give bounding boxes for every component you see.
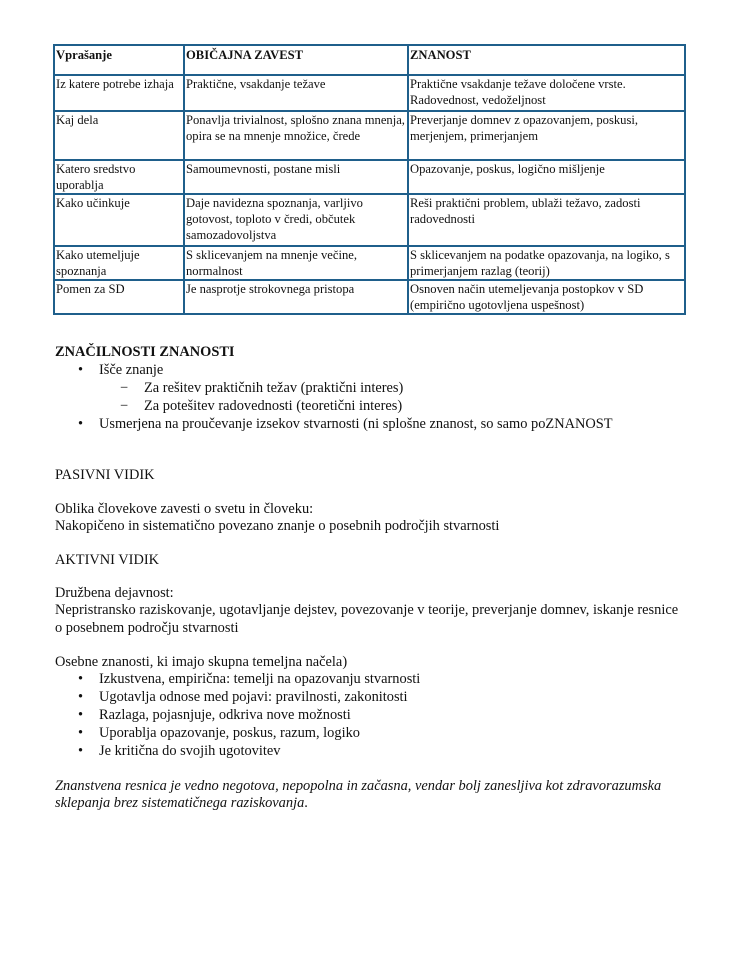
cell-question: Katero sredstvo uporablja [54,160,184,194]
cell-question: Kaj dela [54,111,184,160]
sub-list-item: Za rešitev praktičnih težav (praktični interes) [144,380,404,396]
list-item: Je kritična do svojih ugotovitev [99,743,281,759]
active-line: Družbena dejavnost: [55,585,174,601]
cell-question: Kako učinkuje [54,194,184,246]
cell-common: Samoumevnosti, postane misli [184,160,408,194]
table-row [54,194,685,246]
list-item: Išče znanje [99,362,164,378]
active-heading: AKTIVNI VIDIK [55,552,160,568]
active-line: Nepristransko raziskovanje, ugotavljanje dejstev, povezovanje v teorije, preverjanje domnev, iskanje resnice [55,602,679,618]
cell-common: Je nasprotje strokovnega pristopa [184,280,408,314]
table-row [54,75,685,111]
header-common-sense: OBIČAJNA ZAVEST [184,45,408,75]
conclusion-period: . [304,795,308,811]
passive-line: Oblika človekove zavesti o svetu in človeku: [55,501,314,517]
cell-science: Reši praktični problem, ublaži težavo, zadosti radovednosti [408,194,685,246]
sciences-intro: Osebne znanosti, ki imajo skupna temeljna načela) [55,654,348,670]
table-header-row [54,45,685,75]
cell-common: Daje navidezna spoznanja, varljivo gotovost, toploto v čredi, občutek samozadovoljstva [184,194,408,246]
cell-science: Praktične vsakdanje težave določene vrste. Radovednost, vedoželjnost [408,75,685,111]
cell-science: Opazovanje, poskus, logično mišljenje [408,160,685,194]
dash-icon: − [120,380,129,396]
cell-question: Pomen za SD [54,280,184,314]
cell-question: Kako utemeljuje spoznanja [54,246,184,280]
bullet-icon: • [78,416,84,432]
bullet-icon: • [78,743,84,759]
cell-science: S sklicevanjem na podatke opazovanja, na logiko, s primerjanjem razlag (teorij) [408,246,685,280]
comparison-table [53,44,686,315]
header-science: ZNANOST [408,45,685,75]
bullet-icon: • [78,689,84,705]
passive-line: Nakopičeno in sistematično povezano znanje o posebnih področjih stvarnosti [55,518,500,534]
list-item: Uporablja opazovanje, poskus, razum, logiko [99,725,360,741]
list-item: Izkustvena, empirična: temelji na opazovanju stvarnosti [99,671,421,687]
passive-heading: PASIVNI VIDIK [55,467,155,483]
active-line: o posebnem področju stvarnosti [55,620,239,636]
list-item: Razlaga, pojasnjuje, odkriva nove možnosti [99,707,351,723]
conclusion-line-wrap [55,794,308,812]
cell-question: Iz katere potrebe izhaja [54,75,184,111]
cell-common: Ponavlja trivialnost, splošno znana mnenja, opira se na mnenje množice, črede [184,111,408,160]
cell-common: Praktične, vsakdanje težave [184,75,408,111]
bullet-icon: • [78,362,84,378]
table-row [54,160,685,194]
characteristics-heading: ZNAČILNOSTI ZNANOSTI [55,344,235,360]
header-question: Vprašanje [54,45,184,75]
dash-icon: − [120,398,129,414]
bullet-icon: • [78,725,84,741]
sub-list-item: Za potešitev radovednosti (teoretični interes) [144,398,403,414]
table-row [54,111,685,160]
conclusion-line: Znanstvena resnica je vedno negotova, nepopolna in začasna, vendar bolj zanesljiva kot zdravorazumska [55,778,662,794]
conclusion-line: sklepanja brez sistematičnega raziskovanja [55,795,305,811]
cell-science: Preverjanje domnev z opazovanjem, poskusi, merjenjem, primerjanjem [408,111,685,160]
bullet-icon: • [78,707,84,723]
cell-science: Osnoven način utemeljevanja postopkov v SD (empirično ugotovljena uspešnost) [408,280,685,314]
table-row [54,280,685,314]
cell-common: S sklicevanjem na mnenje večine, normalnost [184,246,408,280]
list-item: Usmerjena na proučevanje izsekov stvarnosti (ni splošne znanost, so samo poZNANOST [99,416,613,432]
list-item: Ugotavlja odnose med pojavi: pravilnosti, zakonitosti [99,689,408,705]
bullet-icon: • [78,671,84,687]
table-row [54,246,685,280]
